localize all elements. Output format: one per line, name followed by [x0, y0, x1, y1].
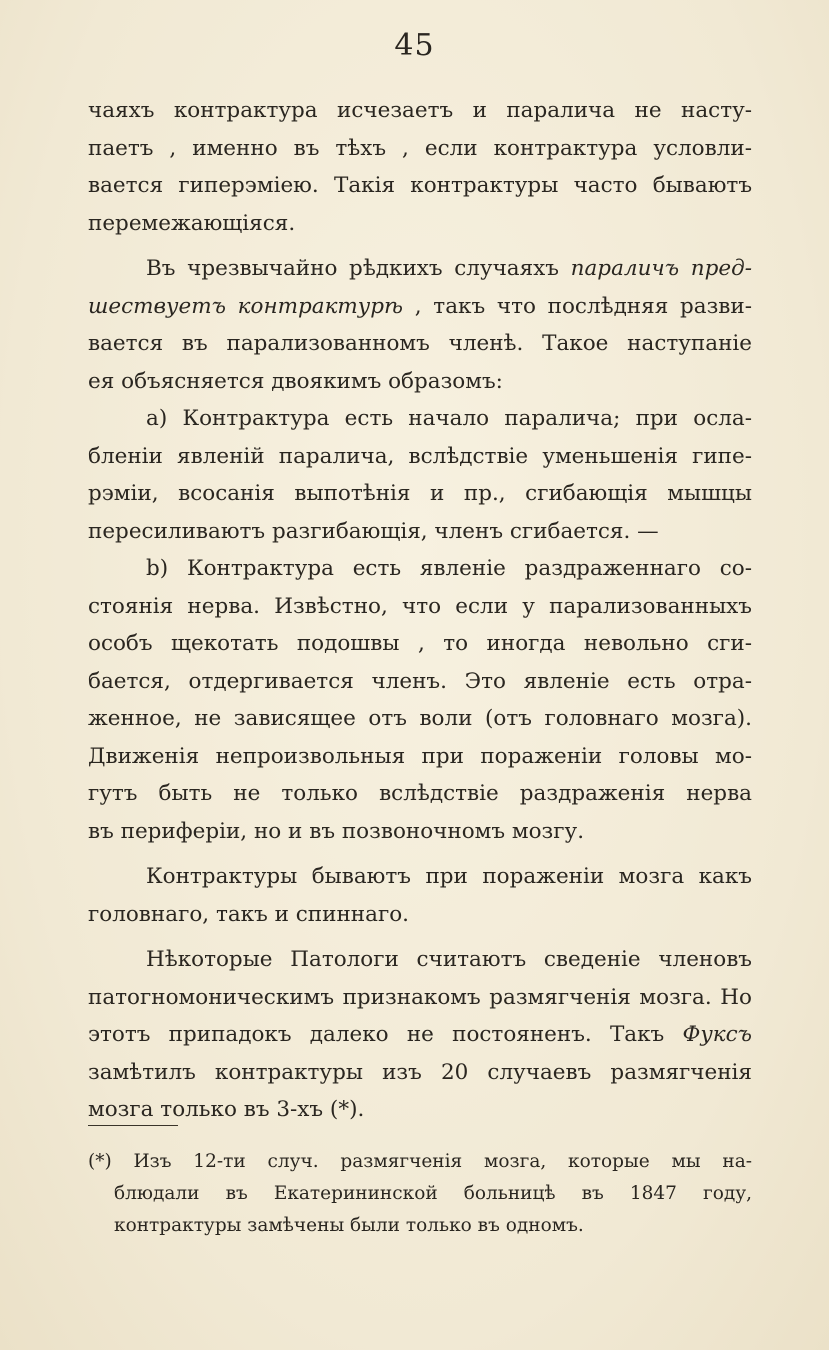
text-line: въ периферіи, но и въ позвоночномъ мозгу. [88, 818, 585, 844]
text-line: бается, отдергивается членъ. Это явленіе есть отра- [88, 668, 752, 694]
body-text [88, 92, 752, 1129]
text-segment: Въ чрезвычайно рѣдкихъ случаяхъ [146, 256, 571, 281]
page-number: 45 [394, 28, 435, 63]
text-line: стоянія нерва. Извѣстно, что если у парализованныхъ [88, 593, 752, 619]
text-line: рэміи, всосанія выпотѣнія и пр., сгибающія мышцы [88, 481, 752, 506]
text-line: вается гиперэміею. Такія контрактуры часто бываютъ [88, 173, 752, 198]
paragraph [88, 858, 752, 933]
text-line [88, 288, 752, 326]
footnote-separator [88, 1125, 178, 1126]
footnote [88, 1146, 752, 1242]
paragraph [88, 941, 752, 1129]
italic-term: параличъ пред- [570, 256, 752, 281]
text-line: патогномоническимъ признакомъ размягченія мозга. Но [88, 984, 752, 1010]
text-line: а) Контрактура есть начало паралича; при осла- [146, 406, 752, 431]
text-line: мозга только въ 3-хъ (*). [88, 1097, 365, 1122]
footnote-line: контрактуры замѣчены были только въ одномъ. [114, 1215, 584, 1236]
text-segment: этотъ припадокъ далеко не постояненъ. Такъ [88, 1022, 683, 1047]
paragraph [88, 92, 752, 242]
text-segment: , такъ что послѣдняя разви- [403, 293, 752, 319]
paragraph [88, 250, 752, 400]
text-line [88, 1016, 752, 1054]
text-line: Движенія непроизвольныя при пораженіи головы мо- [88, 743, 752, 769]
text-line: b) Контрактура есть явленіе раздраженнаго со- [146, 556, 752, 581]
text-line: бленіи явленій паралича, вслѣдствіе уменьшенія гипе- [88, 443, 752, 469]
paragraph-list-item-a [88, 400, 752, 550]
text-line: ея объясняется двоякимъ образомъ: [88, 368, 503, 394]
text-line: замѣтилъ контрактуры изъ 20 случаевъ размягченія [88, 1059, 752, 1085]
italic-term: шествуетъ контрактурѣ [88, 293, 404, 319]
text-line: Нѣкоторые Патологи считаютъ сведеніе членовъ [146, 947, 752, 972]
footnote-line: (*) Изъ 12-ти случ. размягченія мозга, которые мы на- [88, 1151, 752, 1172]
paragraph-list-item-b [88, 550, 752, 850]
text-line: головнаго, такъ и спиннаго. [88, 901, 409, 927]
text-line: пересиливаютъ разгибающія, членъ сгибается. — [88, 518, 659, 544]
text-line: чаяхъ контрактура исчезаетъ и паралича не насту- [88, 98, 752, 123]
italic-author-name: Фуксъ [682, 1022, 752, 1047]
text-line: Контрактуры бываютъ при пораженіи мозга какъ [146, 864, 752, 889]
text-line: перемежающіяся. [88, 210, 296, 236]
text-line: вается въ парализованномъ членѣ. Такое наступаніе [88, 331, 752, 356]
footnote-line: блюдали въ Екатерининской больницѣ въ 1847 году, [114, 1183, 752, 1204]
text-line: особъ щекотать подошвы , то иногда невольно сги- [88, 631, 752, 656]
text-line: женное, не зависящее отъ воли (отъ головнаго мозга). [88, 706, 752, 731]
text-line: паетъ , именно въ тѣхъ , если контрактура условли- [88, 135, 752, 161]
text-line [88, 250, 752, 288]
text-line: гутъ быть не только вслѣдствіе раздраженія нерва [88, 781, 752, 806]
